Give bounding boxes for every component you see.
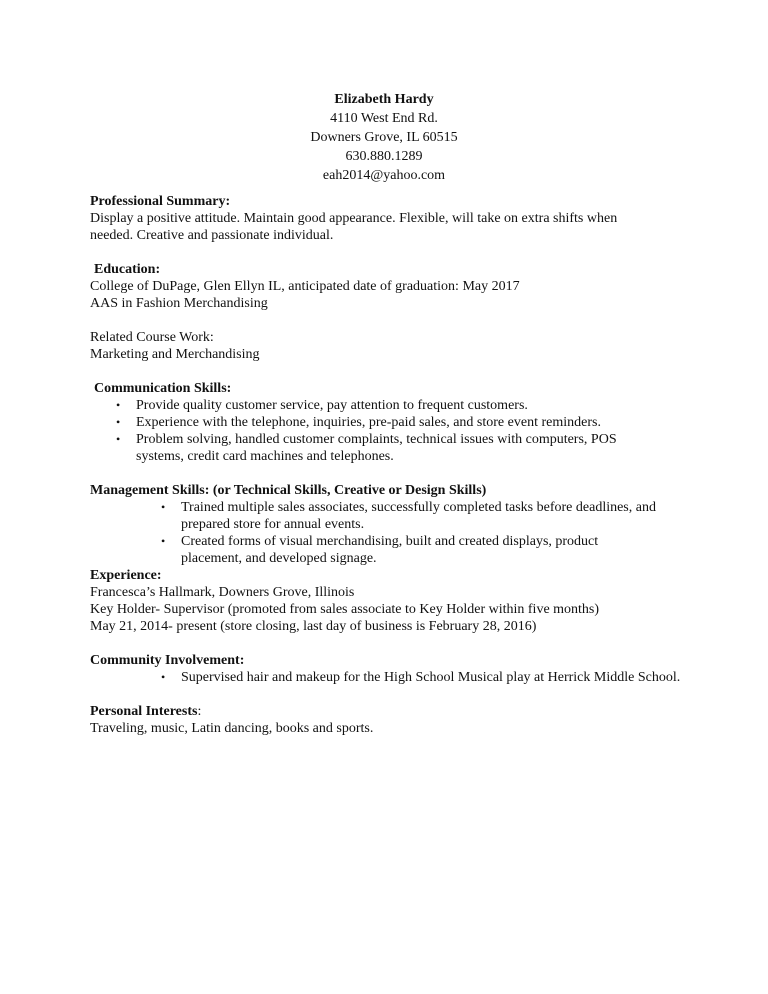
bullet-icon: • <box>116 415 121 429</box>
bullet-icon: • <box>161 534 166 548</box>
summary-heading: Professional Summary: <box>90 194 231 209</box>
spacer <box>90 363 690 380</box>
summary-line: needed. Creative and passionate individual. <box>90 228 334 243</box>
list-item <box>90 397 690 414</box>
coursework-heading: Related Course Work: <box>90 330 214 345</box>
interests-heading-colon: : <box>197 704 202 719</box>
bullet-icon: • <box>116 432 121 446</box>
spacer <box>90 244 690 261</box>
street-address: 4110 West End Rd. <box>330 111 438 126</box>
coursework-line: Marketing and Merchandising <box>90 347 260 362</box>
experience-line: Francesca’s Hallmark, Downers Grove, Illinois <box>90 585 355 600</box>
education-line: AAS in Fashion Merchandising <box>90 296 268 311</box>
experience-line: May 21, 2014- present (store closing, last day of business is February 28, 2016) <box>90 619 537 634</box>
experience-line: Key Holder- Supervisor (promoted from sales associate to Key Holder within five months) <box>90 602 600 617</box>
experience-heading: Experience: <box>90 568 162 583</box>
community-heading: Community Involvement: <box>90 653 245 668</box>
list-item <box>90 431 690 465</box>
list-item <box>90 669 690 686</box>
education-line: College of DuPage, Glen Ellyn IL, anticipated date of graduation: May 2017 <box>90 279 520 294</box>
interests-heading: Personal Interests <box>90 704 198 719</box>
management-section <box>90 482 690 567</box>
spacer <box>90 635 690 652</box>
list-item-text: Created forms of visual merchandising, built and created displays, product placement, and developed signage. <box>181 534 599 566</box>
interests-heading-row <box>90 703 690 720</box>
communication-list <box>90 397 690 465</box>
list-item-text: Supervised hair and makeup for the High School Musical play at Herrick Middle School. <box>181 670 681 685</box>
management-list <box>90 499 690 567</box>
education-heading: Education: <box>94 262 161 277</box>
resume-header <box>0 90 768 185</box>
community-section <box>90 652 690 686</box>
summary-section <box>90 193 690 244</box>
bullet-icon: • <box>116 398 121 412</box>
resume-body <box>90 193 690 737</box>
city-state-zip: Downers Grove, IL 60515 <box>310 130 458 145</box>
list-item-text: Experience with the telephone, inquiries, pre-paid sales, and store event reminders. <box>136 415 601 430</box>
email-address: eah2014@yahoo.com <box>322 168 446 183</box>
list-item <box>90 533 690 567</box>
experience-section <box>90 567 690 635</box>
spacer <box>90 465 690 482</box>
communication-heading: Communication Skills: <box>94 381 232 396</box>
phone-number: 630.880.1289 <box>345 149 423 164</box>
summary-line: Display a positive attitude. Maintain good appearance. Flexible, will take on extra shifts when <box>90 211 618 226</box>
education-section <box>90 261 690 312</box>
bullet-icon: • <box>161 500 166 514</box>
interests-section <box>90 703 690 737</box>
list-item-text: Trained multiple sales associates, successfully completed tasks before deadlines, and prepared store for annual events. <box>181 500 656 532</box>
management-heading: Management Skills: (or Technical Skills, Creative or Design Skills) <box>90 483 487 498</box>
spacer <box>90 686 690 703</box>
communication-section <box>90 380 690 465</box>
list-item <box>90 414 690 431</box>
list-item-text: Provide quality customer service, pay attention to frequent customers. <box>136 398 528 413</box>
bullet-icon: • <box>161 670 166 684</box>
applicant-name: Elizabeth Hardy <box>334 92 434 107</box>
community-list <box>90 669 690 686</box>
coursework-section <box>90 329 690 363</box>
interests-line: Traveling, music, Latin dancing, books and sports. <box>90 721 374 736</box>
spacer <box>90 312 690 329</box>
list-item-text: Problem solving, handled customer complaints, technical issues with computers, POS systems, credit card machines and telephones. <box>136 432 617 464</box>
list-item <box>90 499 690 533</box>
